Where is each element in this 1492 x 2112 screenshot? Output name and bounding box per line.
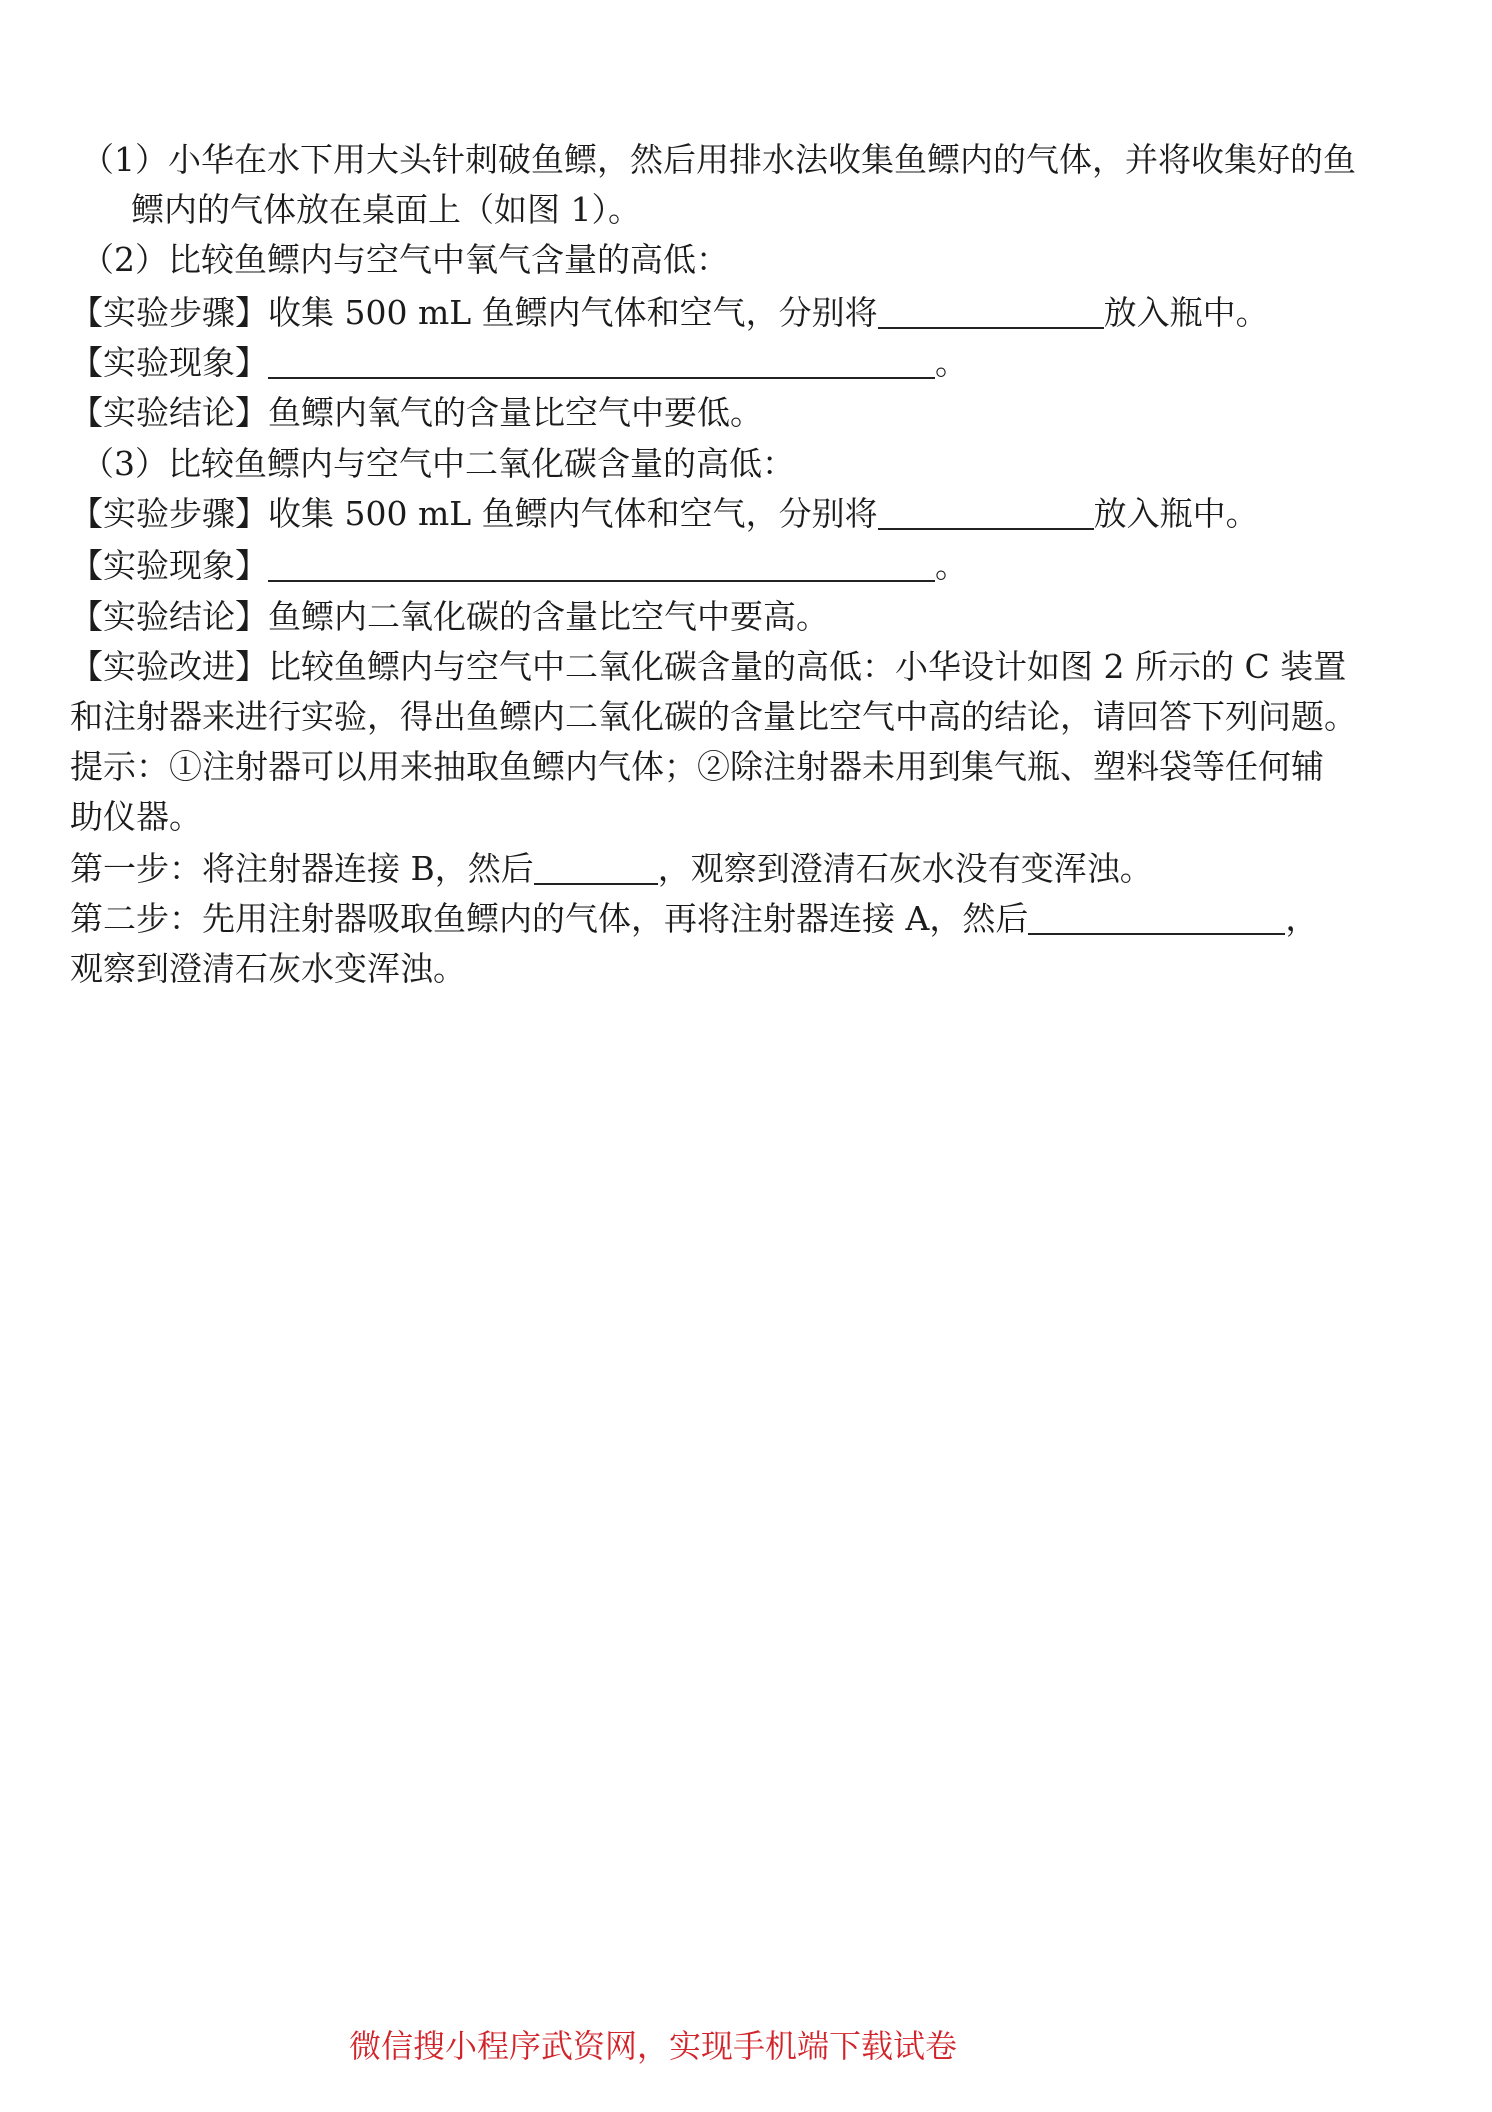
answer-blank [1028, 903, 1285, 935]
phenomenon-end: 。 [935, 546, 968, 585]
conclusion-label: 【实验结论】 [70, 597, 268, 636]
phenomenon-label: 【实验现象】 [70, 546, 268, 585]
part1-line1: （1）小华在水下用大头针刺破鱼鳔，然后用排水法收集鱼鳔内的气体，并将收集好的鱼 [81, 140, 1356, 179]
second-step-line2: 观察到澄清石灰水变浑浊。 [70, 949, 466, 988]
step-label: 【实验步骤】 [70, 494, 268, 533]
improvement-label: 【实验改进】 [70, 647, 268, 686]
phenomenon-label: 【实验现象】 [70, 343, 268, 382]
part3-step [70, 489, 1259, 539]
answer-blank [534, 853, 658, 885]
answer-blank [268, 550, 935, 582]
phenomenon-end: 。 [935, 343, 968, 382]
answer-blank [878, 498, 1094, 530]
first-step [70, 844, 1153, 894]
part2-phenomenon [70, 338, 968, 388]
first-step-after: ，观察到澄清石灰水没有变浑浊。 [657, 849, 1153, 888]
conclusion-label: 【实验结论】 [70, 393, 268, 432]
improvement-line2: 和注射器来进行实验，得出鱼鳔内二氧化碳的含量比空气中高的结论，请回答下列问题。 [70, 697, 1357, 736]
step-label: 【实验步骤】 [70, 293, 268, 332]
part3-phenomenon [70, 541, 968, 591]
step-text-after: 放入瓶中。 [1093, 494, 1259, 533]
part2-step [70, 288, 1269, 338]
part3-heading: （3）比较鱼鳔内与空气中二氧化碳含量的高低： [81, 444, 795, 483]
answer-blank [268, 347, 935, 379]
improvement-line1 [70, 642, 1346, 692]
second-step [70, 894, 1318, 944]
answer-blank [878, 297, 1104, 329]
step-text-before: 收集 500 mL 鱼鳔内气体和空气，分别将 [268, 494, 878, 533]
first-step-before: 第一步：将注射器连接 B，然后 [70, 849, 534, 888]
hint-line2: 助仪器。 [70, 797, 202, 836]
second-step-after: ， [1285, 899, 1319, 938]
footer-watermark-text: 微信搜小程序武资网，实现手机端下载试卷 [349, 2027, 958, 2065]
part3-conclusion [70, 592, 829, 642]
step-text-after: 放入瓶中。 [1103, 293, 1269, 332]
part2-heading: （2）比较鱼鳔内与空气中氧气含量的高低： [81, 240, 729, 279]
part2-conclusion [70, 388, 763, 438]
conclusion-text: 鱼鳔内二氧化碳的含量比空气中要高。 [268, 597, 829, 636]
improvement-text: 比较鱼鳔内与空气中二氧化碳含量的高低：小华设计如图 2 所示的 C 装置 [268, 647, 1347, 686]
step-text-before: 收集 500 mL 鱼鳔内气体和空气，分别将 [268, 293, 878, 332]
second-step-before: 第二步：先用注射器吸取鱼鳔内的气体，再将注射器连接 A，然后 [70, 899, 1029, 938]
hint-line1: 提示：①注射器可以用来抽取鱼鳔内气体；②除注射器未用到集气瓶、塑料袋等任何辅 [70, 747, 1324, 786]
part1-line2: 鳔内的气体放在桌面上（如图 1）。 [131, 190, 641, 229]
conclusion-text: 鱼鳔内氧气的含量比空气中要低。 [268, 393, 763, 432]
